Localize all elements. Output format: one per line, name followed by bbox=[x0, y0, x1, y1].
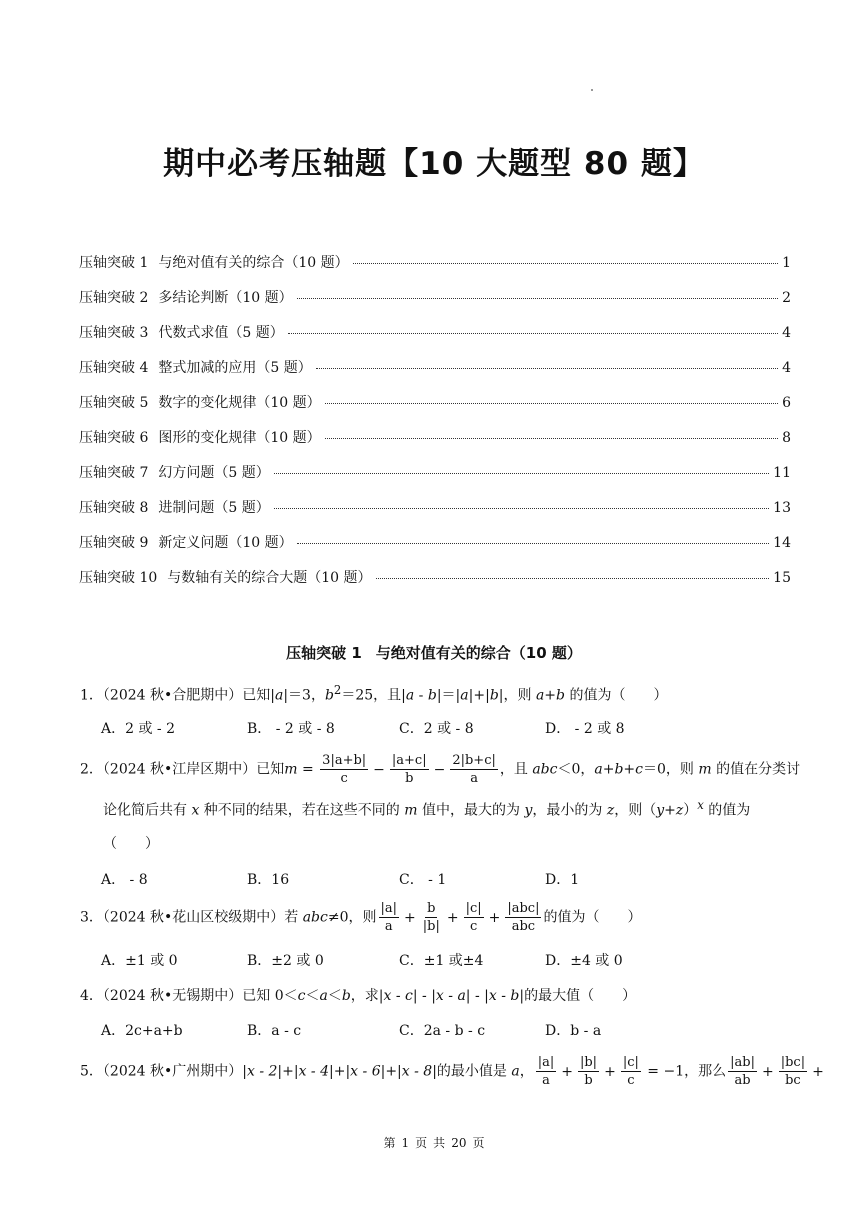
toc-leader bbox=[316, 368, 778, 369]
toc-title: 多结论判断（10 题） bbox=[158, 290, 293, 306]
toc-leader bbox=[297, 298, 778, 299]
toc-title: 与绝对值有关的综合（10 题） bbox=[158, 255, 349, 271]
q2-text: ，且 bbox=[499, 761, 533, 778]
toc-leader bbox=[274, 473, 769, 474]
toc-page-number: 2 bbox=[782, 290, 791, 306]
toc-entry-9[interactable] bbox=[79, 532, 791, 558]
section-heading bbox=[0, 642, 868, 663]
q4-text: ＜ bbox=[305, 988, 320, 1004]
toc-page-number: 14 bbox=[773, 535, 791, 551]
toc-entry-7[interactable] bbox=[79, 462, 791, 488]
q5-text: ，那么 bbox=[684, 1063, 727, 1080]
q1-text: |＝| bbox=[436, 687, 461, 704]
toc-title: 与数轴有关的综合大题（10 题） bbox=[167, 570, 372, 586]
numerator: |b| bbox=[579, 1055, 598, 1070]
q2-var: a+b+c bbox=[594, 761, 644, 778]
toc-leader bbox=[376, 578, 770, 579]
section-title: 与绝对值有关的综合（10 题） bbox=[375, 644, 582, 662]
toc-page-number: 11 bbox=[773, 465, 791, 481]
operator: + bbox=[404, 909, 416, 926]
toc-title: 图形的变化规律（10 题） bbox=[158, 430, 321, 446]
denominator: c bbox=[340, 771, 348, 786]
option-b[interactable]: B．±2 或 0 bbox=[247, 953, 324, 969]
question-2-line-2 bbox=[103, 798, 750, 820]
operator: + bbox=[604, 1063, 616, 1080]
question-2 bbox=[80, 752, 800, 787]
denominator: |b| bbox=[422, 919, 440, 934]
denominator: b bbox=[405, 771, 414, 786]
footer-page-number: 1 bbox=[401, 1136, 410, 1150]
q3-text: 的值为（ ） bbox=[543, 909, 642, 926]
fraction bbox=[578, 1054, 599, 1089]
denominator: c bbox=[469, 919, 478, 934]
section-label: 压轴突破 1 bbox=[286, 644, 362, 662]
toc-title: 幻方问题（5 题） bbox=[158, 465, 270, 481]
numerator: |abc| bbox=[507, 901, 540, 916]
page-speck bbox=[591, 89, 593, 91]
toc-page-number: 15 bbox=[773, 570, 791, 586]
denominator: b bbox=[584, 1073, 593, 1088]
toc-label: 压轴突破 8 bbox=[79, 500, 149, 516]
denominator: abc bbox=[511, 919, 536, 934]
q1-text: 的值为（ ） bbox=[565, 687, 668, 704]
q1-var: b bbox=[489, 687, 499, 704]
q4-text: |的最大值（ ） bbox=[519, 988, 637, 1004]
option-a[interactable]: A．2c+a+b bbox=[101, 1023, 183, 1039]
toc-title: 整式加减的应用（5 题） bbox=[158, 360, 312, 376]
toc-label: 压轴突破 7 bbox=[79, 465, 149, 481]
option-d[interactable]: D．1 bbox=[545, 872, 580, 888]
toc-leader bbox=[325, 438, 778, 439]
toc-label: 压轴突破 6 bbox=[79, 430, 149, 446]
question-1 bbox=[80, 683, 667, 705]
toc-leader bbox=[274, 508, 769, 509]
q4-text: ，求| bbox=[350, 988, 384, 1004]
option-c[interactable]: C．±1 或±4 bbox=[399, 953, 484, 969]
toc-label: 压轴突破 10 bbox=[79, 570, 158, 586]
option-c[interactable]: C．2 或 - 8 bbox=[399, 721, 474, 737]
numerator: |a+c| bbox=[391, 753, 427, 768]
q2-text: 的值在分类讨 bbox=[711, 761, 801, 778]
q1-text: 1．（2024 秋•合肥期中）已知| bbox=[80, 687, 275, 704]
toc-entry-3[interactable] bbox=[79, 322, 791, 348]
question-5 bbox=[80, 1054, 827, 1089]
numerator: 3|a+b| bbox=[322, 753, 367, 768]
q5-var: a bbox=[511, 1063, 520, 1080]
q4-var: a bbox=[319, 988, 328, 1004]
fraction bbox=[320, 752, 368, 787]
fraction bbox=[464, 900, 484, 935]
toc-entry-1[interactable] bbox=[79, 252, 791, 278]
option-a[interactable]: A．±1 或 0 bbox=[101, 953, 178, 969]
q1-exponent: 2 bbox=[333, 683, 342, 697]
toc-entry-10[interactable] bbox=[79, 567, 791, 593]
option-a[interactable]: A．2 或 - 2 bbox=[101, 721, 176, 737]
q5-text: = −1 bbox=[642, 1063, 685, 1080]
q2-text: ，则（ bbox=[614, 802, 657, 819]
numerator: |a| bbox=[380, 901, 398, 916]
q2-text: ＝0，则 bbox=[643, 761, 699, 778]
numerator: |c| bbox=[465, 901, 482, 916]
denominator: a bbox=[384, 919, 393, 934]
toc-entry-2[interactable] bbox=[79, 287, 791, 313]
q5-text: 5．（2024 秋•广州期中）| bbox=[80, 1063, 247, 1080]
toc-page-number: 6 bbox=[782, 395, 791, 411]
fraction bbox=[779, 1054, 807, 1089]
toc-entry-5[interactable] bbox=[79, 392, 791, 418]
toc-page-number: 13 bbox=[773, 500, 791, 516]
option-c[interactable]: C． - 1 bbox=[399, 872, 447, 888]
toc-leader bbox=[288, 333, 778, 334]
q5-text: ， bbox=[519, 1063, 534, 1080]
numerator: |c| bbox=[622, 1055, 639, 1070]
q2-text: 的值为 bbox=[703, 802, 751, 819]
q1-text: |，则 bbox=[498, 687, 536, 704]
question-4 bbox=[80, 985, 636, 1005]
q2-text: 2．（2024 秋•江岸区期中）已知 bbox=[80, 761, 285, 778]
option-c[interactable]: C．2a - b - c bbox=[399, 1023, 486, 1039]
q2-var: y+z bbox=[656, 802, 684, 819]
q4-text: ＜ bbox=[327, 988, 342, 1004]
option-d[interactable]: D．±4 或 0 bbox=[545, 953, 623, 969]
q3-text: 3．（2024 秋•花山区校级期中）若 bbox=[80, 909, 303, 926]
q1-var: b bbox=[427, 687, 437, 704]
operator: + bbox=[446, 909, 459, 926]
operator: + bbox=[488, 909, 501, 926]
fraction bbox=[379, 900, 400, 935]
q1-var: a bbox=[460, 687, 469, 704]
footer-text: 第 bbox=[383, 1136, 396, 1150]
operator: + bbox=[561, 1063, 573, 1080]
toc-page-number: 1 bbox=[782, 255, 791, 271]
fraction bbox=[728, 1054, 757, 1089]
operator: + bbox=[812, 1063, 824, 1080]
q2-text: = bbox=[297, 761, 319, 778]
toc-title: 新定义问题（10 题） bbox=[158, 535, 293, 551]
q2-var: abc bbox=[532, 761, 558, 778]
q2-var: m bbox=[698, 761, 712, 778]
q4-var: b bbox=[341, 988, 351, 1004]
toc-label: 压轴突破 5 bbox=[79, 395, 149, 411]
q2-var: m bbox=[404, 802, 418, 819]
toc-page-number: 4 bbox=[782, 360, 791, 376]
fraction bbox=[450, 752, 498, 787]
q1-var: a+b bbox=[535, 687, 565, 704]
q3-text: ≠0，则 bbox=[327, 909, 377, 926]
q1-text: |+| bbox=[468, 687, 490, 704]
denominator: ab bbox=[734, 1073, 751, 1088]
q2-var: m bbox=[284, 761, 298, 778]
page-footer bbox=[0, 1134, 868, 1151]
denominator: bc bbox=[785, 1073, 801, 1088]
q5-text: |的最小值是 bbox=[432, 1063, 512, 1080]
footer-text: 页 bbox=[415, 1136, 428, 1150]
operator: − bbox=[373, 761, 385, 778]
page-title: 期中必考压轴题【10 大题型 80 题】 bbox=[163, 146, 705, 182]
numerator: 2|b+c| bbox=[452, 753, 496, 768]
fraction bbox=[536, 1054, 557, 1089]
toc-leader bbox=[297, 543, 770, 544]
footer-total-pages: 20 bbox=[451, 1136, 467, 1150]
toc-label: 压轴突破 4 bbox=[79, 360, 149, 376]
q1-var: a bbox=[274, 687, 284, 704]
option-d[interactable]: D．b - a bbox=[545, 1023, 602, 1039]
operator: + bbox=[761, 1063, 774, 1080]
toc-label: 压轴突破 2 bbox=[79, 290, 149, 306]
toc-title: 数字的变化规律（10 题） bbox=[158, 395, 321, 411]
toc-entry-8[interactable] bbox=[79, 497, 791, 523]
q5-var: x - 2|+|x - 4|+|x - 6|+|x - 8 bbox=[246, 1063, 433, 1080]
toc-leader bbox=[325, 403, 778, 404]
q2-exponent: x bbox=[697, 798, 704, 812]
numerator: |a| bbox=[537, 1055, 555, 1070]
q1-var: b bbox=[324, 687, 334, 704]
toc-entry-6[interactable] bbox=[79, 427, 791, 453]
fraction bbox=[390, 752, 429, 787]
q2-var: z bbox=[606, 802, 615, 819]
q2-text: 值中，最大的为 bbox=[417, 802, 525, 819]
denominator: c bbox=[627, 1073, 635, 1088]
fraction bbox=[505, 900, 541, 935]
q3-var: abc bbox=[302, 909, 328, 926]
q1-text: |＝3， bbox=[283, 687, 325, 704]
footer-text: 页 bbox=[472, 1136, 485, 1150]
q1-var: a bbox=[405, 687, 415, 704]
question-2-line-3: （ ） bbox=[103, 836, 159, 852]
q2-var: x bbox=[191, 802, 200, 819]
question-3 bbox=[80, 900, 641, 935]
option-a[interactable]: A． - 8 bbox=[101, 872, 148, 888]
fraction bbox=[621, 1054, 641, 1089]
q2-text: 论化简后共有 bbox=[103, 802, 192, 819]
footer-text: 共 bbox=[433, 1136, 446, 1150]
q4-text: 4．（2024 秋•无锡期中）已知 0＜ bbox=[80, 988, 298, 1004]
numerator: |ab| bbox=[730, 1055, 755, 1070]
denominator: a bbox=[542, 1073, 550, 1088]
toc-title: 进制问题（5 题） bbox=[158, 500, 270, 516]
operator: − bbox=[433, 761, 446, 778]
toc-page-number: 4 bbox=[782, 325, 791, 341]
fraction bbox=[421, 900, 442, 935]
toc-title: 代数式求值（5 题） bbox=[158, 325, 284, 341]
option-d[interactable]: D． - 2 或 8 bbox=[545, 721, 625, 737]
toc-page-number: 8 bbox=[782, 430, 791, 446]
q4-var: x - c| - |x - a| - |x - b bbox=[383, 988, 520, 1004]
toc-label: 压轴突破 3 bbox=[79, 325, 149, 341]
q1-text: - bbox=[414, 687, 428, 704]
toc-leader bbox=[353, 263, 778, 264]
toc-label: 压轴突破 9 bbox=[79, 535, 149, 551]
option-b[interactable]: B．16 bbox=[247, 872, 290, 888]
q4-var: c bbox=[297, 988, 306, 1004]
q2-text: 种不同的结果，若在这些不同的 bbox=[199, 802, 405, 819]
q2-text: ，最小的为 bbox=[532, 802, 607, 819]
toc-label: 压轴突破 1 bbox=[79, 255, 149, 271]
q1-text: ＝25，且| bbox=[341, 687, 406, 704]
numerator: |bc| bbox=[780, 1055, 806, 1070]
toc-entry-4[interactable] bbox=[79, 357, 791, 383]
denominator: a bbox=[470, 771, 478, 786]
option-b[interactable]: B．a - c bbox=[247, 1023, 302, 1039]
option-b[interactable]: B． - 2 或 - 8 bbox=[247, 721, 335, 737]
numerator: b bbox=[427, 901, 436, 916]
q2-text: ） bbox=[683, 802, 698, 819]
q2-text: ＜0， bbox=[557, 761, 595, 778]
q2-var: y bbox=[524, 802, 533, 819]
